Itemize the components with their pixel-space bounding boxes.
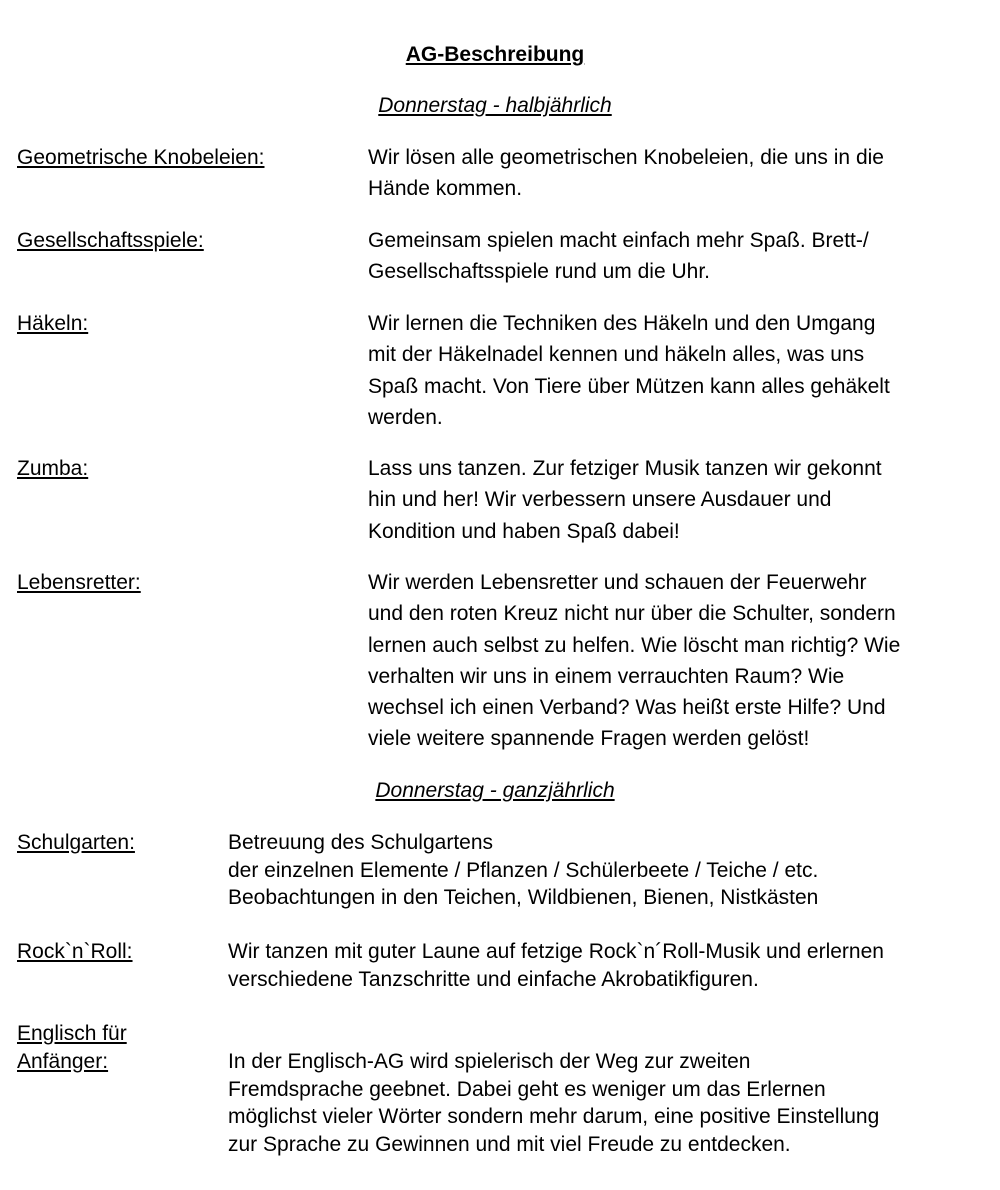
entry-description: In der Englisch-AG wird spielerisch der Weg zur zweiten Fremdsprache geebnet. Dabei geht es weniger um das Erlernen möglichst vieler Wörter sondern mehr darum, eine positive Einstellung zur Sprache zu Gewinnen und mit viel Freude zu entdecken.: [228, 1050, 880, 1156]
entry-name: Gesellschaftsspiele:: [17, 229, 204, 252]
entry-description: Wir werden Lebensretter und schauen der Feuerwehr und den roten Kreuz nicht nur über die Schulter, sondern lernen auch selbst zu helfen. Wie löscht man richtig? Wie verhalten wir uns in einem verrauchten Raum? Wie wechsel ich einen Verband? Was heißt erste Hilfe? Und viele weitere spannende Fragen werden gelöst!: [368, 571, 901, 751]
entry-name: Zumba:: [17, 457, 89, 480]
entry-description: Betreuung des Schulgartens der einzelnen Elemente / Pflanzen / Schülerbeete / Teiche / etc. Beobachtungen in den Teichen, Wildbienen, Bienen, Nistkästen: [228, 831, 819, 909]
entry-description: Wir lösen alle geometrischen Knobeleien, die uns in die Hände kommen.: [368, 146, 884, 201]
entry-name: Häkeln:: [17, 312, 89, 335]
entry-name: Schulgarten:: [17, 831, 135, 854]
section-heading: Donnerstag - halbjährlich: [378, 94, 612, 117]
entry-description: Wir tanzen mit guter Laune auf fetzige Rock`n´Roll-Musik und erlernen verschiedene Tanzschritte und einfache Akrobatikfiguren.: [228, 940, 884, 991]
entry-name: Rock`n`Roll:: [17, 940, 133, 963]
page-title: AG-Beschreibung: [405, 43, 585, 66]
entry-description: Lass uns tanzen. Zur fetziger Musik tanzen wir gekonnt hin und her! Wir verbessern unsere Ausdauer und Kondition und haben Spaß dabei!: [368, 457, 882, 543]
entry-description: Wir lernen die Techniken des Häkeln und den Umgang mit der Häkelnadel kennen und häkeln alles, was uns Spaß macht. Von Tiere über Mützen kann alles gehäkelt werden.: [368, 312, 890, 429]
entry-name: Lebensretter:: [17, 571, 141, 594]
section-heading: Donnerstag - ganzjährlich: [375, 779, 615, 802]
entry-name: Englisch für Anfänger:: [17, 1022, 127, 1073]
entry-name: Geometrische Knobeleien:: [17, 146, 265, 169]
entry-description: Gemeinsam spielen macht einfach mehr Spaß. Brett-/ Gesellschaftsspiele rund um die Uhr.: [368, 229, 869, 284]
